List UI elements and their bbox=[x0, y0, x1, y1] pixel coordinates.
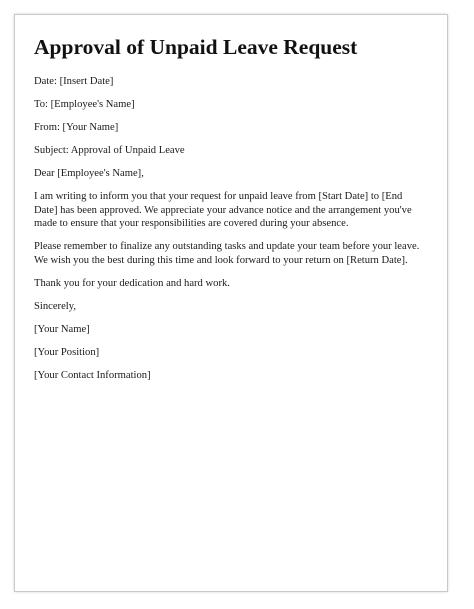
thanks-line: Thank you for your dedication and hard work. bbox=[34, 277, 230, 289]
body-paragraph-reminder: Please remember to finalize any outstanding tasks and update your team before your leave. We wish you the best during this time and look forward to your return on [Return Date]. bbox=[34, 241, 420, 266]
subject-line: Subject: Approval of Unpaid Leave bbox=[34, 145, 185, 156]
date-line: Date: [Insert Date] bbox=[34, 76, 114, 87]
closing: Sincerely, bbox=[34, 300, 76, 312]
sender-line: From: [Your Name] bbox=[34, 122, 119, 133]
recipient-line: To: [Employee's Name] bbox=[34, 99, 135, 110]
letter-title: Approval of Unpaid Leave Request bbox=[34, 35, 358, 59]
letter-page bbox=[14, 14, 448, 592]
signature-position: [Your Position] bbox=[34, 346, 100, 358]
signature-contact: [Your Contact Information] bbox=[34, 369, 151, 381]
body-paragraph-approval: I am writing to inform you that your request for unpaid leave from [Start Date] to [End Date] has been approved. We appreciate your advance notice and the arrangement you've made to ensure that your responsibilities are covered during your absence. bbox=[34, 191, 412, 230]
signature-name: [Your Name] bbox=[34, 323, 90, 335]
salutation: Dear [Employee's Name], bbox=[34, 168, 144, 179]
